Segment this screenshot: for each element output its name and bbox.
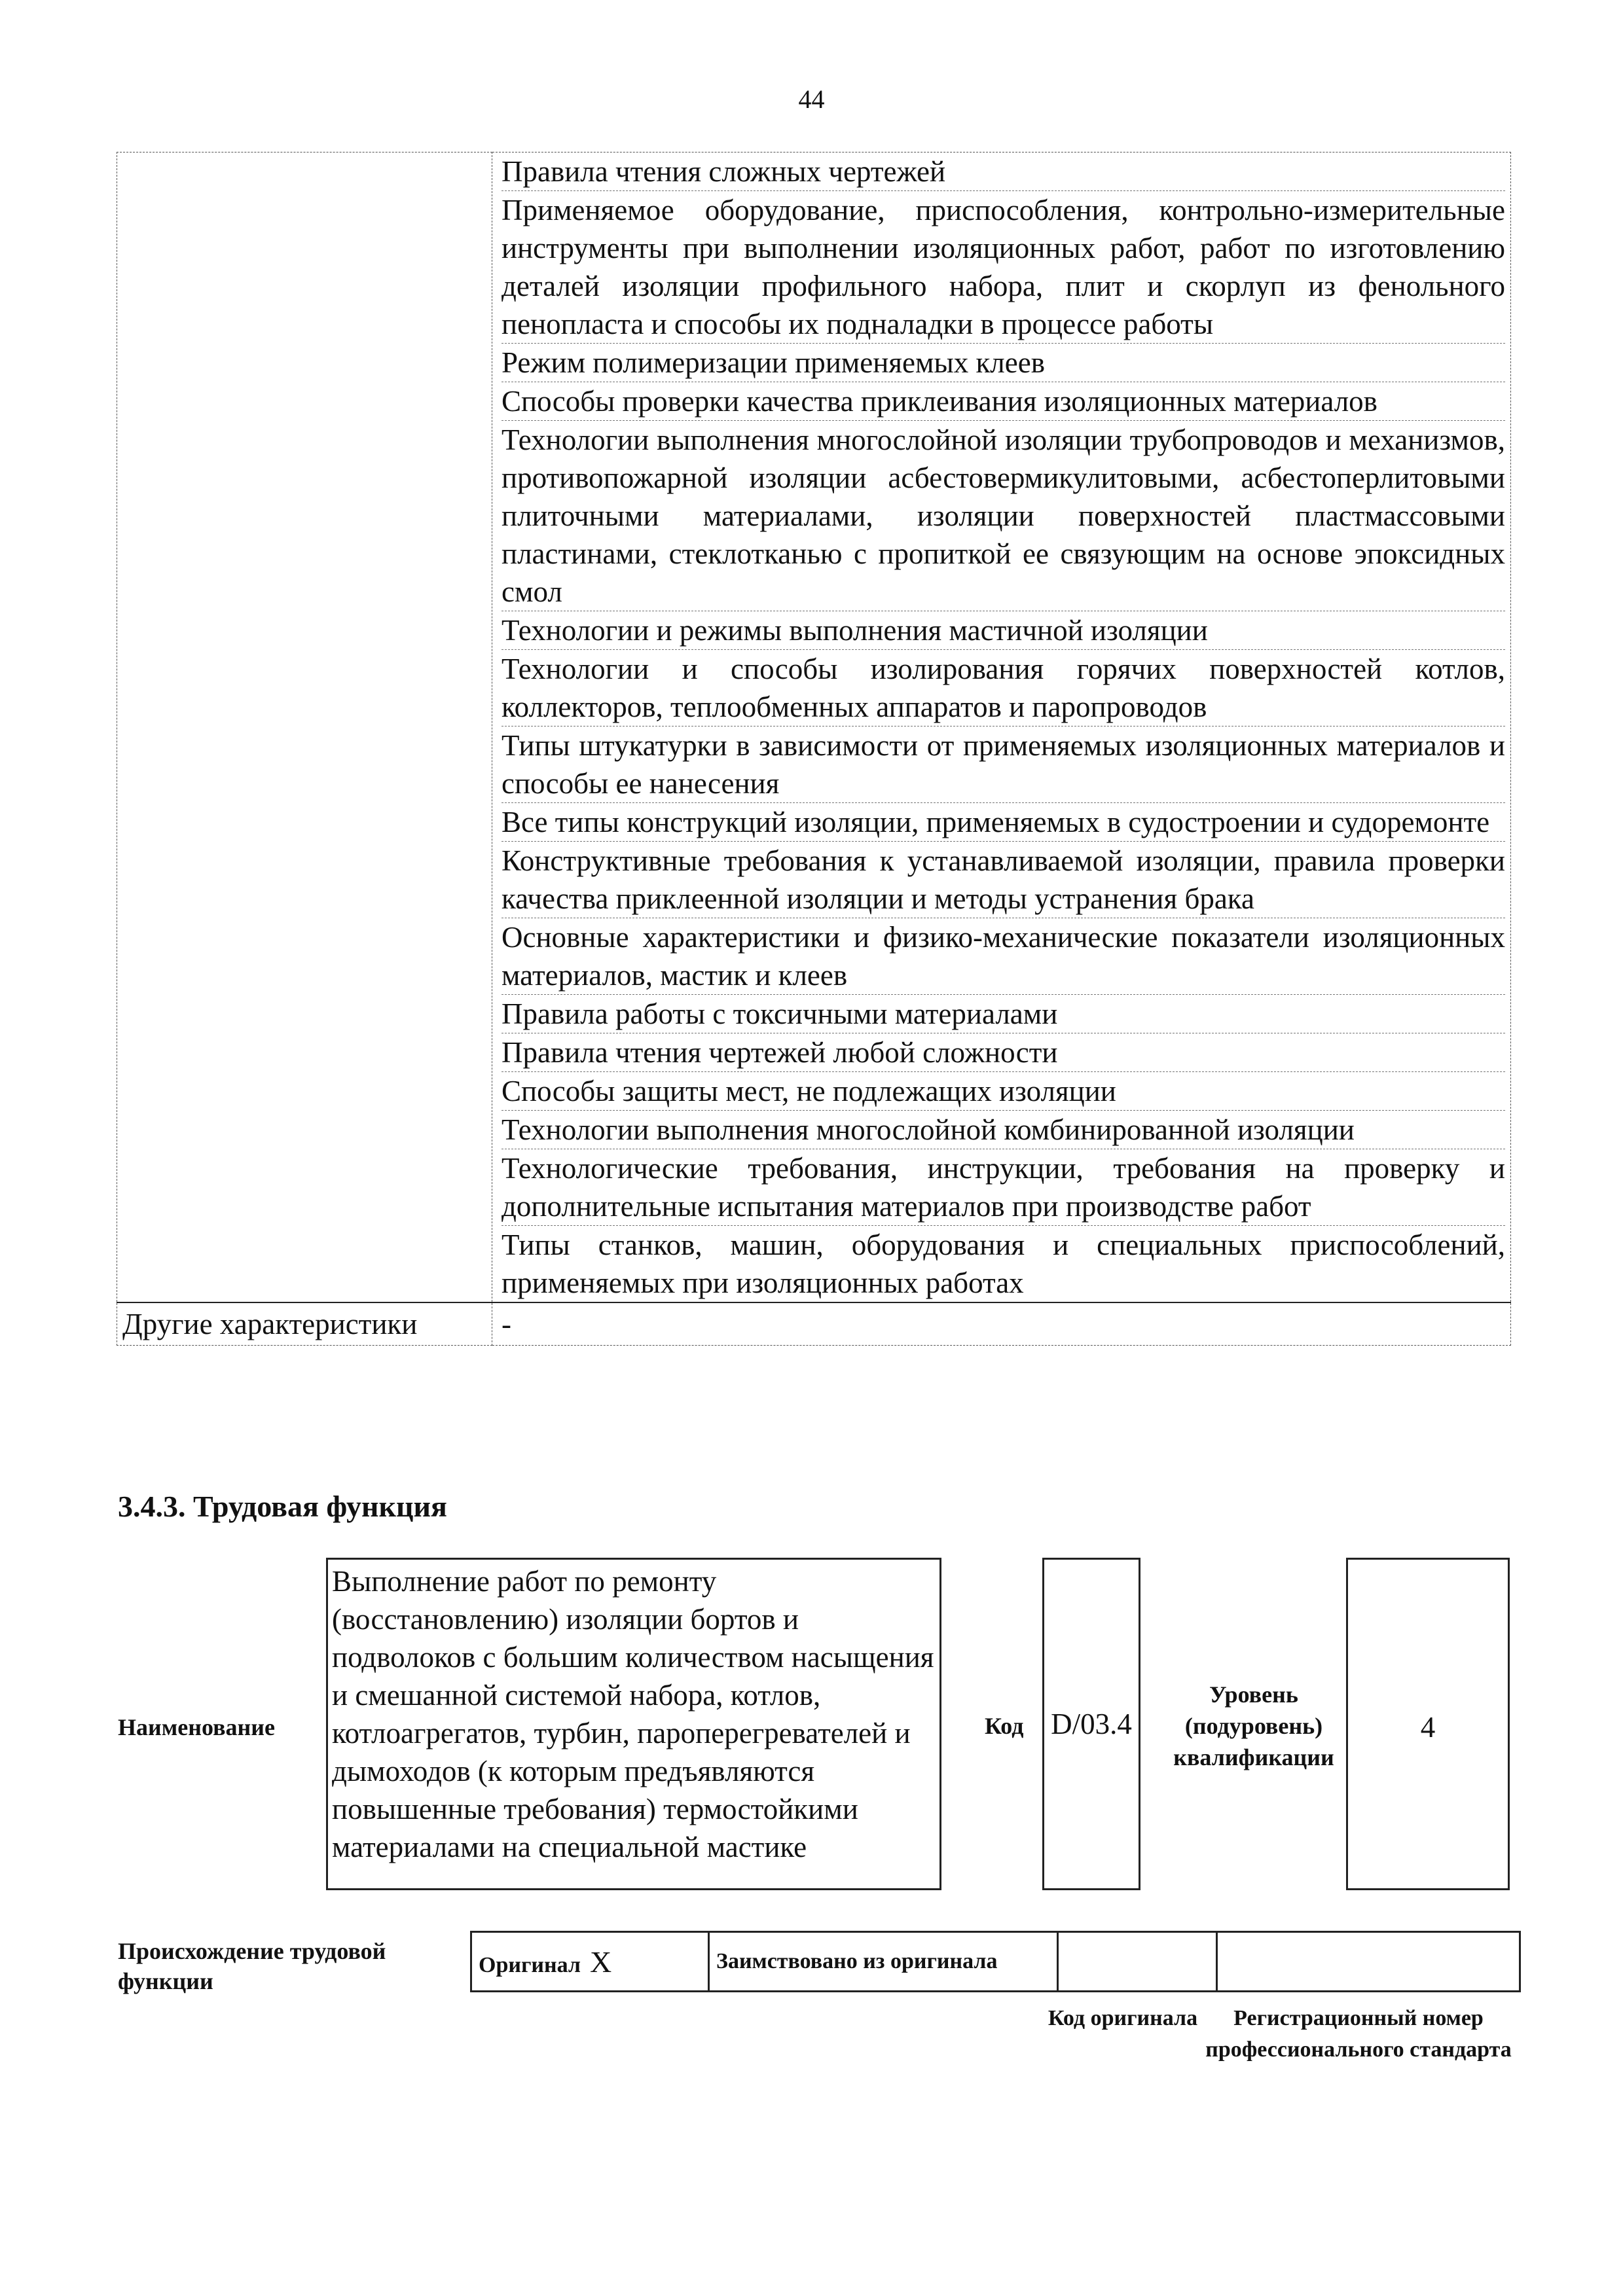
origin-original-mark: X bbox=[589, 1945, 612, 1979]
knowledge-item: Правила чтения сложных чертежей bbox=[501, 152, 1505, 191]
origin-table bbox=[470, 1931, 1521, 1992]
knowledge-item: Основные характеристики и физико-механические показатели изоляционных материалов, мастик и клеев bbox=[501, 918, 1505, 995]
knowledge-item: Технологии и способы изолирования горячих поверхностей котлов, коллекторов, теплообменных аппаратов и паропроводов bbox=[501, 650, 1505, 726]
function-code-value: D/03.4 bbox=[1042, 1558, 1140, 1890]
knowledge-item: Все типы конструкций изоляции, применяемых в судостроении и судоремонте bbox=[501, 803, 1505, 842]
other-characteristics-value: - bbox=[492, 1302, 1511, 1346]
knowledge-list bbox=[492, 152, 1511, 1303]
knowledge-item: Способы проверки качества приклеивания изоляционных материалов bbox=[501, 382, 1505, 421]
other-characteristics-row bbox=[117, 1302, 1511, 1346]
knowledge-row bbox=[117, 152, 1511, 1303]
origin-code-caption: Код оригинала bbox=[1048, 2006, 1198, 2030]
knowledge-item: Режим полимеризации применяемых клеев bbox=[501, 344, 1505, 382]
origin-borrowed-label: Заимствовано из оригинала bbox=[709, 1932, 1058, 1992]
knowledge-item: Технологии выполнения многослойной комбинированной изоляции bbox=[501, 1111, 1505, 1149]
knowledge-item: Способы защиты мест, не подлежащих изоляции bbox=[501, 1072, 1505, 1111]
knowledge-item: Типы штукатурки в зависимости от применяемых изоляционных материалов и способы ее нанесения bbox=[501, 726, 1505, 803]
origin-original-cell bbox=[471, 1932, 709, 1992]
knowledge-item: Технологические требования, инструкции, требования на проверку и дополнительные испытания материалов при производстве работ bbox=[501, 1149, 1505, 1226]
section-heading: 3.4.3. Трудовая функция bbox=[118, 1490, 447, 1523]
origin-original-label: Оригинал bbox=[479, 1952, 581, 1977]
origin-label: Происхождение трудовой функции bbox=[118, 1938, 386, 1994]
knowledge-label-cell bbox=[117, 152, 492, 1303]
qualification-level-value: 4 bbox=[1346, 1558, 1510, 1890]
knowledge-item: Конструктивные требования к устанавливаемой изоляции, правила проверки качества приклеенной изоляции и методы устранения брака bbox=[501, 842, 1505, 918]
origin-code-cell bbox=[1058, 1932, 1217, 1992]
knowledge-item: Технологии и режимы выполнения мастичной изоляции bbox=[501, 611, 1505, 650]
qualification-level-label: Уровень (подуровень) квалификации bbox=[1173, 1681, 1334, 1770]
knowledge-item: Правила чтения чертежей любой сложности bbox=[501, 1033, 1505, 1072]
origin-row bbox=[471, 1932, 1520, 1992]
knowledge-item: Применяемое оборудование, приспособления, контрольно-измерительные инструменты при выполнении изоляционных работ, работ по изготовлению деталей изоляции профильного набора, плит и скорлуп из фенольного пенопласта и способы их подналадки в процессе работы bbox=[501, 191, 1505, 344]
knowledge-table bbox=[117, 152, 1511, 1346]
origin-reg-number-cell bbox=[1217, 1932, 1520, 1992]
origin-reg-caption: Регистрационный номер профессионального стандарта bbox=[1205, 2006, 1512, 2062]
knowledge-item: Технологии выполнения многослойной изоляции трубопроводов и механизмов, противопожарной изоляции асбестовермикулитовыми, асбестоперлитовыми плиточными материалами, изоляции поверхностей пластмассовыми пластинами, стеклотканью с пропиткой ее связующим на основе эпоксидных смол bbox=[501, 421, 1505, 611]
function-name-label: Наименование bbox=[118, 1714, 275, 1740]
knowledge-item: Типы станков, машин, оборудования и специальных приспособлений, применяемых при изоляционных работах bbox=[501, 1229, 1505, 1299]
page-number: 44 bbox=[798, 84, 825, 114]
knowledge-item: Правила работы с токсичными материалами bbox=[501, 995, 1505, 1033]
other-characteristics-label: Другие характеристики bbox=[117, 1302, 492, 1346]
function-code-label: Код bbox=[985, 1713, 1024, 1739]
function-name-value: Выполнение работ по ремонту (восстановлению) изоляции бортов и подволоков с большим количеством насыщения и смешанной системой набора, котлов, котлоагрегатов, турбин, пароперегревателей и дымоходов (к которым предъявляются повышенные требования) термостойкими материалами на специальной мастике bbox=[326, 1558, 941, 1890]
